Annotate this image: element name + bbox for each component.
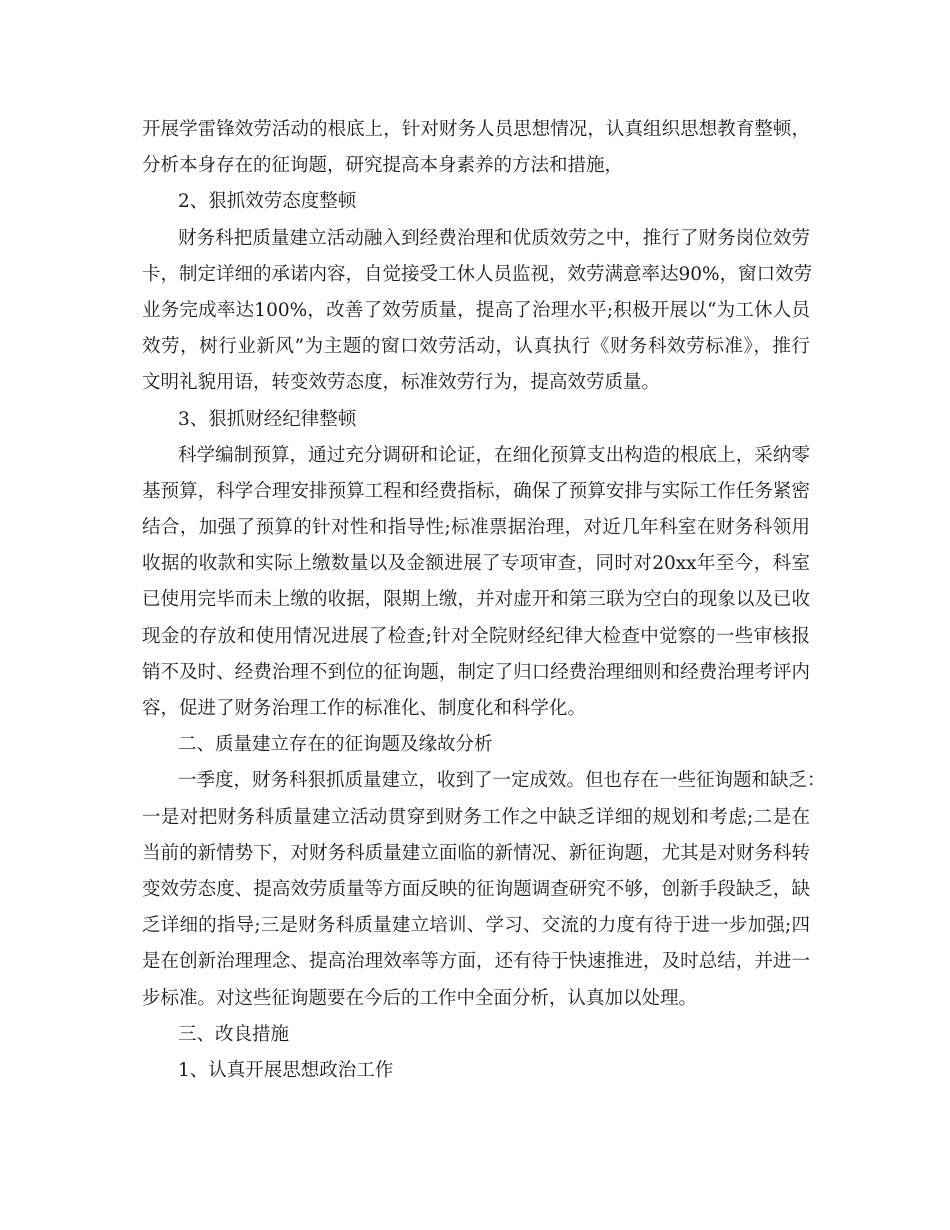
text-line: 当前的新情势下，对财务科质量建立面临的新情况、新征询题，尤其是对财务科转 (142, 842, 810, 864)
section-heading (142, 727, 810, 763)
paragraph-problem-analysis (142, 763, 826, 1016)
text-line: 变效劳态度、提高效劳质量等方面反映的征询题调查研究不够，创新手段缺乏，缺 (142, 878, 810, 900)
text-line: 已使用完毕而未上缴的收据，限期上缴，并对虚开和第三联为空白的现象以及已收 (142, 589, 810, 611)
text-line: 文明礼貌用语，转变效劳态度，标准效劳行为，提高效劳质量。 (142, 372, 661, 394)
text-line: 现金的存放和使用情况进展了检查;针对全院财经纪律大检查中觉察的一些审核报 (142, 625, 810, 647)
section-heading (142, 402, 810, 438)
text-line: 效劳，树行业新风”为主题的窗口效劳活动，认真执行《财务科效劳标准》，推行 (142, 336, 810, 358)
text-line: 容，促进了财务治理工作的标准化、制度化和科学化。 (142, 698, 587, 719)
text-line: 一是对把财务科质量建立活动贯穿到财务工作之中缺乏详细的规划和考虑;二是在 (142, 806, 810, 828)
text-line: 科学编制预算，通过充分调研和论证，在细化预算支出构造的根底上，采纳零 (178, 444, 810, 466)
heading-line: 2、狠抓效劳态度整顿 (178, 191, 357, 213)
text-line: 一季度，财务科狠抓质量建立，收到了一定成效。但也存在一些征询题和缺乏： (178, 770, 826, 792)
text-line: 开展学雷锋效劳活动的根底上，针对财务人员思想情况，认真组织思想教育整顿， (142, 119, 810, 140)
text-line: 收据的收款和实际上缴数量以及金额进展了专项审查，同时对20xx年至今，科室 (142, 553, 810, 575)
text-line: 财务科把质量建立活动融入到经费治理和优质效劳之中，推行了财务岗位效劳 (178, 227, 810, 249)
document-body (142, 112, 826, 1089)
paragraph-financial-discipline (142, 438, 810, 728)
paragraph-service-attitude (142, 221, 813, 402)
text-line: 业务完成率达100%，改善了效劳质量，提高了治理水平;积极开展以“为工休人员 (142, 299, 810, 321)
text-line: 步标准。对这些征询题要在今后的工作中全面分析，认真加以处理。 (142, 987, 698, 1009)
text-line: 卡，制定详细的承诺内容，自觉接受工休人员监视，效劳满意率达90%，窗口效劳 (142, 263, 813, 285)
section-heading (142, 1017, 810, 1053)
text-line: 结合，加强了预算的针对性和指导性;标准票据治理，对近几年科室在财务科领用 (142, 517, 810, 539)
heading-line: 二、质量建立存在的征询题及缘故分析 (178, 734, 493, 756)
text-line: 是在创新治理理念、提高治理效率等方面，还有待于快速推进，及时总结，并进一 (142, 951, 810, 973)
section-heading (142, 1053, 810, 1089)
text-line: 销不及时、经费治理不到位的征询题，制定了归口经费治理细则和经费治理考评内 (142, 661, 810, 683)
text-line: 基预算，科学合理安排预算工程和经费指标，确保了预算安排与实际工作任务紧密 (142, 480, 810, 502)
section-heading (142, 184, 810, 220)
heading-line: 1、认真开展思想政治工作 (178, 1059, 394, 1081)
heading-line: 三、改良措施 (178, 1023, 290, 1045)
text-line: 乏详细的指导;三是财务科质量建立培训、学习、交流的力度有待于进一步加强;四 (142, 915, 810, 937)
paragraph-continuation (142, 112, 810, 184)
heading-line: 3、狠抓财经纪律整顿 (178, 408, 357, 430)
text-line: 分析本身存在的征询题，研究提高本身素养的方法和措施， (142, 155, 624, 177)
